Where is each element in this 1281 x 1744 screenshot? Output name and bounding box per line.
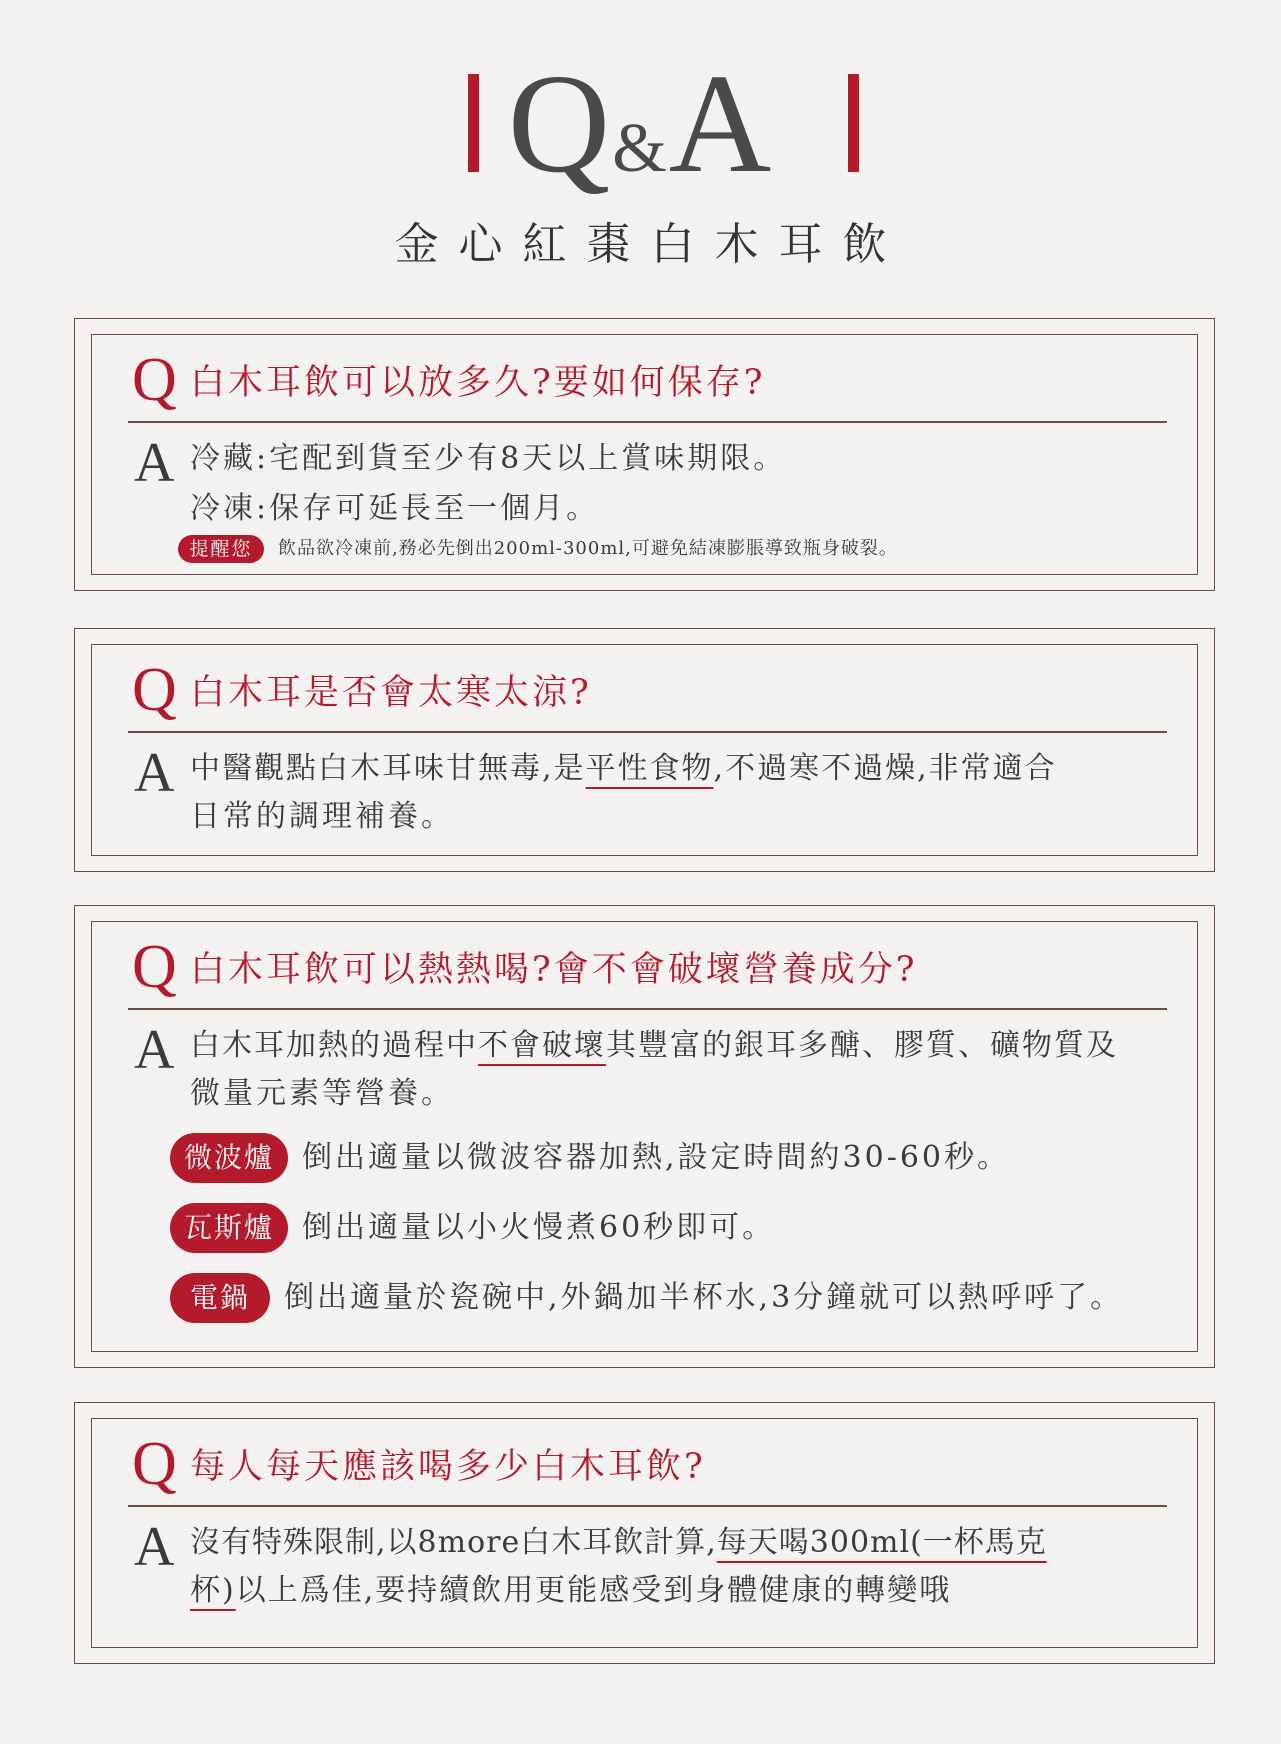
method-text: 倒出適量於瓷碗中,外鍋加半杯水,3分鐘就可以熱呼呼了。 [284,1280,1124,1315]
method-text: 倒出適量以小火慢煮60秒即可。 [302,1210,776,1245]
highlight-text: 不會破壞 [478,1028,606,1063]
divider [128,1505,1167,1507]
question-marker: Q [132,933,177,1001]
divider [128,731,1167,733]
question-text: 每人每天應該喝多少白木耳飲? [190,1447,706,1487]
page-header [0,0,1281,300]
answer-line: 沒有特殊限制,以8more白木耳飲計算,每天喝300ml(一杯馬克 [190,1525,1047,1560]
question-marker: Q [132,346,177,414]
page-title: Q&A [507,44,774,202]
faq-card-daily-amount [74,1402,1215,1664]
title-bar-right [848,74,859,172]
answer-marker: A [134,432,175,494]
faq-card-heating [74,905,1215,1368]
answer-marker: A [134,1019,175,1081]
answer-marker: A [134,1516,175,1578]
answer-line: 白木耳加熱的過程中不會破壞其豐富的銀耳多醣、膠質、礦物質及 [190,1028,1118,1063]
answer-line: 杯)以上爲佳,要持續飲用更能感受到身體健康的轉變哦 [190,1573,952,1608]
faq-card-storage [74,318,1215,591]
highlight-text: 平性食物 [585,751,714,786]
reminder-text: 飲品欲冷凍前,務必先倒出200ml-300ml,可避免結凍膨脹導致瓶身破裂。 [278,538,898,559]
question-text: 白木耳飲可以熱熱喝?會不會破壞營養成分? [190,950,918,990]
divider [128,421,1167,423]
faq-card-nature [74,628,1215,872]
highlight-text: 每天喝300ml(一杯馬克 [716,1525,1047,1560]
answer-line: 中醫觀點白木耳味甘無毒,是平性食物,不過寒不過燥,非常適合 [190,751,1057,786]
page-subtitle: 金心紅棗白木耳飲 [394,219,907,270]
faq-card-inner [91,644,1198,856]
question-marker: Q [132,1430,177,1498]
method-badge-rice-cooker: 電鍋 [170,1273,270,1323]
answer-line: 冷凍:保存可延長至一個月。 [190,491,600,526]
answer-line: 微量元素等營養。 [190,1076,454,1111]
reminder-badge: 提醒您 [178,535,264,563]
answer-line: 日常的調理補養。 [190,799,454,834]
answer-line: 冷藏:宅配到貨至少有8天以上賞味期限。 [190,441,787,476]
answer-marker: A [134,742,175,804]
faq-card-inner [91,921,1198,1352]
question-text: 白木耳飲可以放多久?要如何保存? [190,363,766,403]
question-text: 白木耳是否會太寒太涼? [190,673,592,713]
faq-card-inner [91,1418,1198,1648]
method-text: 倒出適量以微波容器加熱,設定時間約30-60秒。 [302,1140,1011,1175]
highlight-text: 杯) [190,1573,236,1608]
faq-card-inner [91,334,1198,575]
question-marker: Q [132,656,177,724]
method-badge-gas-stove: 瓦斯爐 [170,1203,288,1253]
method-badge-microwave: 微波爐 [170,1133,288,1183]
divider [128,1008,1167,1010]
